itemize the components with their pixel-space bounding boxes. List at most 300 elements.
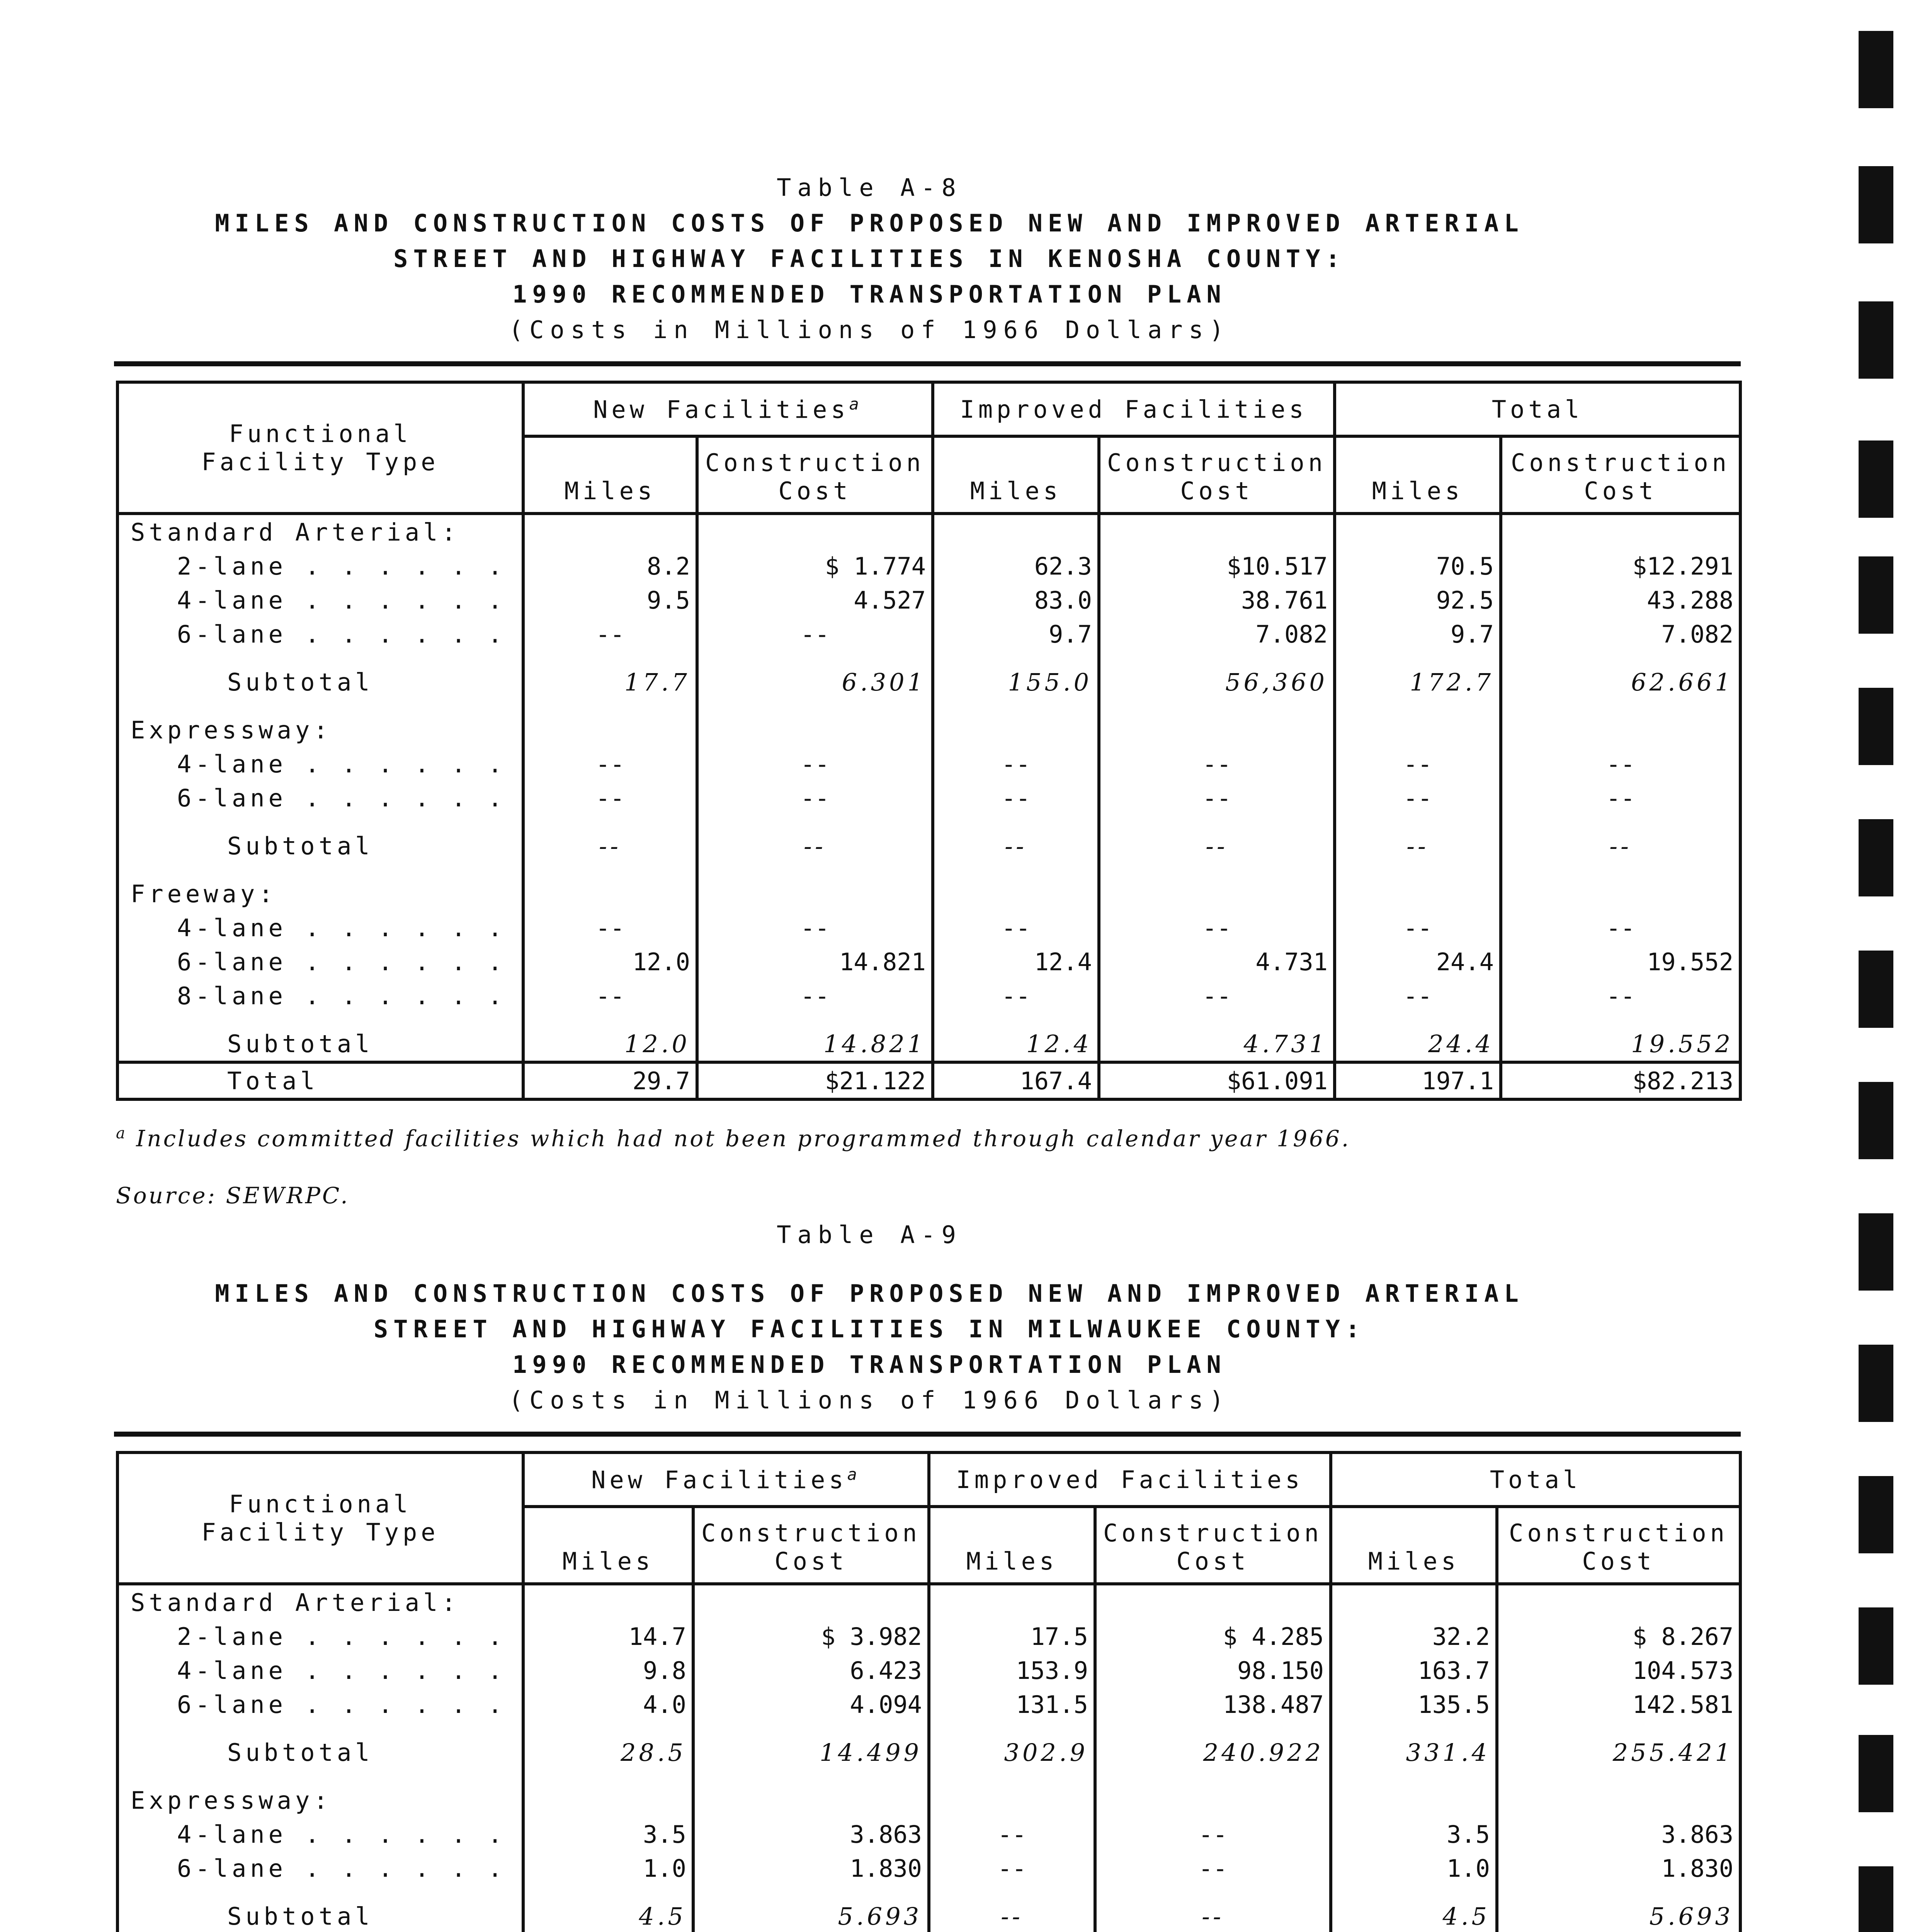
subtotal-improved-cost: -- — [1099, 829, 1335, 863]
table-a8-source: Source: SEWRPC. — [116, 1182, 350, 1209]
cell-total-miles: -- — [1335, 747, 1501, 781]
cell-improved-cost: -- — [1099, 979, 1335, 1013]
empty-cell — [1501, 863, 1740, 877]
cell-new-cost: 1.830 — [693, 1851, 929, 1885]
subtotal-improved-cost: 240.922 — [1095, 1735, 1331, 1769]
empty-cell — [1095, 1721, 1331, 1735]
section-header-row — [117, 514, 1740, 549]
binding-mark — [1859, 819, 1893, 896]
table-a8-footnote — [116, 1124, 1350, 1151]
table-row — [117, 747, 1740, 781]
col-header-new-facilities — [523, 1452, 929, 1507]
subtotal-new-cost: 14.499 — [693, 1735, 929, 1769]
footnote-mark: a — [116, 1124, 127, 1142]
empty-cell — [1501, 514, 1740, 549]
empty-cell — [523, 1769, 693, 1783]
row-label: 6-lane . . . . . . — [117, 945, 523, 979]
empty-cell — [1335, 863, 1501, 877]
empty-cell — [693, 1783, 929, 1817]
caption-gap — [0, 1253, 1739, 1276]
subtotal-new-cost: -- — [697, 829, 933, 863]
empty-cell — [933, 651, 1099, 665]
col-header-new-cost: Construction Cost — [697, 436, 933, 514]
subtotal-label: Subtotal — [117, 829, 523, 863]
empty-cell — [1501, 651, 1740, 665]
empty-cell — [523, 699, 697, 713]
subtotal-improved-miles: 155.0 — [933, 665, 1099, 699]
subtotal-improved-cost: 56,360 — [1099, 665, 1335, 699]
cell-improved-cost: $10.517 — [1099, 549, 1335, 583]
spacer-row — [117, 1885, 1740, 1899]
col-header-total: Total — [1331, 1452, 1740, 1507]
table-a9-title-line-4: (Costs in Millions of 1966 Dollars) — [509, 1386, 1230, 1414]
col-header-total-cost: Construction Cost — [1497, 1507, 1740, 1584]
cell-total-miles: -- — [1335, 911, 1501, 945]
empty-cell — [1331, 1769, 1497, 1783]
binding-mark — [1859, 951, 1893, 1028]
empty-cell — [1335, 713, 1501, 747]
empty-cell — [933, 863, 1099, 877]
total-total-cost: $82.213 — [1501, 1062, 1740, 1099]
col-header-total-cost: Construction Cost — [1501, 436, 1740, 514]
col-header-improved-facilities: Improved Facilities — [929, 1452, 1331, 1507]
empty-cell — [933, 815, 1099, 829]
table-row — [117, 1851, 1740, 1885]
row-label: 2-lane . . . . . . — [117, 1619, 523, 1653]
cell-new-miles: 9.5 — [523, 583, 697, 617]
cell-improved-cost: 138.487 — [1095, 1687, 1331, 1721]
col-header-new-facilities — [523, 382, 933, 436]
table-a8-title-line-1: MILES AND CONSTRUCTION COSTS OF PROPOSED NEW AND IMPROVED ARTERIAL — [215, 209, 1524, 237]
cell-improved-cost: -- — [1099, 911, 1335, 945]
row-label: 4-lane . . . . . . — [117, 911, 523, 945]
subtotal-total-cost: 19.552 — [1501, 1027, 1740, 1062]
subtotal-label: Subtotal — [117, 1027, 523, 1062]
cell-improved-miles: -- — [929, 1817, 1095, 1851]
table-a8-caption — [0, 170, 1739, 348]
cell-improved-cost: -- — [1095, 1817, 1331, 1851]
cell-total-miles: 163.7 — [1331, 1653, 1497, 1687]
subtotal-row — [117, 665, 1740, 699]
subtotal-row — [117, 829, 1740, 863]
table-a9-body — [117, 1584, 1740, 1932]
table-a8-title-line-2: STREET AND HIGHWAY FACILITIES IN KENOSHA COUNTY: — [393, 245, 1345, 273]
spacer-row — [117, 1721, 1740, 1735]
empty-cell — [1497, 1721, 1740, 1735]
cell-new-cost: 3.863 — [693, 1817, 929, 1851]
empty-cell — [1331, 1584, 1497, 1619]
empty-cell — [1095, 1783, 1331, 1817]
cell-new-miles: 1.0 — [523, 1851, 693, 1885]
empty-cell — [1331, 1783, 1497, 1817]
empty-cell — [933, 713, 1099, 747]
cell-improved-miles: -- — [933, 747, 1099, 781]
empty-cell — [1501, 815, 1740, 829]
empty-cell — [523, 713, 697, 747]
subtotal-total-cost: 62.661 — [1501, 665, 1740, 699]
empty-cell — [1331, 1721, 1497, 1735]
cell-total-miles: -- — [1335, 979, 1501, 1013]
binding-mark — [1859, 1213, 1893, 1291]
empty-cell — [1095, 1584, 1331, 1619]
empty-cell — [523, 1013, 697, 1027]
col-header-improved-cost: Construction Cost — [1099, 436, 1335, 514]
cell-new-cost: -- — [697, 617, 933, 651]
cell-total-cost: 3.863 — [1497, 1817, 1740, 1851]
cell-total-miles: 24.4 — [1335, 945, 1501, 979]
section-title: Standard Arterial: — [117, 1584, 523, 1619]
col-header-total: Total — [1335, 382, 1740, 436]
table-a9-label: Table A-9 — [777, 1221, 962, 1249]
subtotal-new-cost: 6.301 — [697, 665, 933, 699]
cell-improved-cost: -- — [1099, 747, 1335, 781]
cell-improved-cost: -- — [1099, 781, 1335, 815]
subtotal-improved-cost: 4.731 — [1099, 1027, 1335, 1062]
empty-cell — [1335, 815, 1501, 829]
cell-total-cost: 1.830 — [1497, 1851, 1740, 1885]
table-a8-body — [117, 514, 1740, 1099]
col-header-functional: Functional Facility Type — [117, 1452, 523, 1584]
empty-cell — [523, 1721, 693, 1735]
subtotal-row — [117, 1735, 1740, 1769]
total-label: Total — [117, 1062, 523, 1099]
subtotal-total-cost: -- — [1501, 829, 1740, 863]
table-a9-title-line-2: STREET AND HIGHWAY FACILITIES IN MILWAUKEE COUNTY: — [373, 1315, 1366, 1343]
empty-cell — [117, 1885, 523, 1899]
empty-cell — [1331, 1885, 1497, 1899]
binding-mark — [1859, 1866, 1893, 1932]
empty-cell — [697, 863, 933, 877]
subtotal-total-miles: 4.5 — [1331, 1899, 1497, 1932]
empty-cell — [1335, 1013, 1501, 1027]
table-row — [117, 979, 1740, 1013]
col-header-functional: Functional Facility Type — [117, 382, 523, 514]
empty-cell — [523, 863, 697, 877]
cell-total-cost: -- — [1501, 781, 1740, 815]
subtotal-row — [117, 1899, 1740, 1932]
spacer-row — [117, 1013, 1740, 1027]
empty-cell — [1335, 877, 1501, 911]
empty-cell — [693, 1721, 929, 1735]
subtotal-improved-miles: -- — [929, 1899, 1095, 1932]
cell-improved-cost: 4.731 — [1099, 945, 1335, 979]
cell-new-cost: -- — [697, 747, 933, 781]
subtotal-new-miles: 4.5 — [523, 1899, 693, 1932]
table-a9-title-line-1: MILES AND CONSTRUCTION COSTS OF PROPOSED NEW AND IMPROVED ARTERIAL — [215, 1279, 1524, 1308]
subtotal-new-cost: 14.821 — [697, 1027, 933, 1062]
total-new-cost: $21.122 — [697, 1062, 933, 1099]
binding-mark — [1859, 1345, 1893, 1422]
empty-cell — [697, 1013, 933, 1027]
col-header-improved-cost: Construction Cost — [1095, 1507, 1331, 1584]
cell-new-miles: -- — [523, 617, 697, 651]
subtotal-label: Subtotal — [117, 665, 523, 699]
cell-improved-miles: 12.4 — [933, 945, 1099, 979]
empty-cell — [929, 1769, 1095, 1783]
cell-total-cost: $ 8.267 — [1497, 1619, 1740, 1653]
binding-mark — [1859, 1476, 1893, 1553]
cell-new-miles: -- — [523, 979, 697, 1013]
col-header-total-miles: Miles — [1331, 1507, 1497, 1584]
cell-total-cost: 104.573 — [1497, 1653, 1740, 1687]
empty-cell — [117, 815, 523, 829]
cell-improved-cost: 98.150 — [1095, 1653, 1331, 1687]
subtotal-total-miles: 24.4 — [1335, 1027, 1501, 1062]
cell-new-miles: -- — [523, 781, 697, 815]
cell-new-miles: 14.7 — [523, 1619, 693, 1653]
empty-cell — [697, 877, 933, 911]
footnote-marker: a — [847, 1465, 861, 1484]
subtotal-improved-cost: -- — [1095, 1899, 1331, 1932]
table-a9 — [116, 1451, 1742, 1932]
empty-cell — [523, 651, 697, 665]
row-label: 6-lane . . . . . . — [117, 617, 523, 651]
row-label: 6-lane . . . . . . — [117, 1851, 523, 1885]
cell-improved-cost: 38.761 — [1099, 583, 1335, 617]
subtotal-new-miles: 12.0 — [523, 1027, 697, 1062]
cell-total-cost: -- — [1501, 979, 1740, 1013]
col-header-improved-miles: Miles — [933, 436, 1099, 514]
cell-new-cost: $ 3.982 — [693, 1619, 929, 1653]
table-row — [117, 1687, 1740, 1721]
cell-new-cost: 14.821 — [697, 945, 933, 979]
footnote-marker: a — [849, 395, 863, 414]
empty-cell — [523, 1783, 693, 1817]
section-header-row — [117, 877, 1740, 911]
empty-cell — [697, 713, 933, 747]
table-row — [117, 1619, 1740, 1653]
empty-cell — [933, 514, 1099, 549]
cell-improved-miles: -- — [933, 911, 1099, 945]
cell-improved-cost: -- — [1095, 1851, 1331, 1885]
section-header-row — [117, 1783, 1740, 1817]
cell-total-miles: 92.5 — [1335, 583, 1501, 617]
cell-total-miles: 1.0 — [1331, 1851, 1497, 1885]
empty-cell — [1099, 713, 1335, 747]
table-a8-title-line-4: (Costs in Millions of 1966 Dollars) — [509, 316, 1230, 344]
table-row — [117, 945, 1740, 979]
cell-new-miles: 12.0 — [523, 945, 697, 979]
binding-mark — [1859, 166, 1893, 243]
col-header-new-cost: Construction Cost — [693, 1507, 929, 1584]
cell-new-miles: 9.8 — [523, 1653, 693, 1687]
table-row — [117, 1653, 1740, 1687]
table-row — [117, 781, 1740, 815]
table-a8-top-rule — [114, 361, 1741, 366]
cell-total-cost: 142.581 — [1497, 1687, 1740, 1721]
empty-cell — [929, 1885, 1095, 1899]
empty-cell — [697, 651, 933, 665]
new-facilities-label: New Facilities — [591, 1466, 847, 1494]
cell-new-cost: 6.423 — [693, 1653, 929, 1687]
subtotal-total-miles: 331.4 — [1331, 1735, 1497, 1769]
binding-mark — [1859, 1082, 1893, 1159]
subtotal-new-miles: 17.7 — [523, 665, 697, 699]
binding-mark — [1859, 688, 1893, 765]
empty-cell — [693, 1769, 929, 1783]
empty-cell — [1501, 699, 1740, 713]
cell-total-cost: 19.552 — [1501, 945, 1740, 979]
empty-cell — [1099, 877, 1335, 911]
subtotal-row — [117, 1027, 1740, 1062]
table-row — [117, 617, 1740, 651]
cell-new-cost: -- — [697, 781, 933, 815]
total-total-miles: 197.1 — [1335, 1062, 1501, 1099]
empty-cell — [1099, 815, 1335, 829]
total-new-miles: 29.7 — [523, 1062, 697, 1099]
empty-cell — [523, 815, 697, 829]
subtotal-total-miles: -- — [1335, 829, 1501, 863]
total-improved-miles: 167.4 — [933, 1062, 1099, 1099]
empty-cell — [1497, 1769, 1740, 1783]
cell-improved-cost: 7.082 — [1099, 617, 1335, 651]
row-label: 4-lane . . . . . . — [117, 747, 523, 781]
section-title: Expressway: — [117, 713, 523, 747]
cell-new-miles: -- — [523, 911, 697, 945]
empty-cell — [933, 1013, 1099, 1027]
spacer-row — [117, 863, 1740, 877]
empty-cell — [117, 699, 523, 713]
cell-improved-miles: -- — [933, 781, 1099, 815]
cell-new-miles: 4.0 — [523, 1687, 693, 1721]
subtotal-total-miles: 172.7 — [1335, 665, 1501, 699]
cell-total-miles: 135.5 — [1331, 1687, 1497, 1721]
subtotal-total-cost: 255.421 — [1497, 1735, 1740, 1769]
section-title: Expressway: — [117, 1783, 523, 1817]
empty-cell — [117, 1721, 523, 1735]
empty-cell — [1099, 514, 1335, 549]
row-label: 4-lane . . . . . . — [117, 583, 523, 617]
empty-cell — [1335, 514, 1501, 549]
col-header-new-miles: Miles — [523, 436, 697, 514]
cell-improved-cost: $ 4.285 — [1095, 1619, 1331, 1653]
subtotal-label: Subtotal — [117, 1735, 523, 1769]
empty-cell — [1335, 699, 1501, 713]
cell-total-miles: 70.5 — [1335, 549, 1501, 583]
cell-improved-miles: -- — [933, 979, 1099, 1013]
table-a9-top-rule — [114, 1432, 1741, 1437]
empty-cell — [693, 1885, 929, 1899]
binding-mark — [1859, 1607, 1893, 1685]
new-facilities-label: New Facilities — [593, 395, 849, 424]
table-a9-title-line-3: 1990 RECOMMENDED TRANSPORTATION PLAN — [512, 1350, 1226, 1379]
subtotal-new-miles: -- — [523, 829, 697, 863]
col-header-new-miles: Miles — [523, 1507, 693, 1584]
cell-new-cost: 4.094 — [693, 1687, 929, 1721]
empty-cell — [523, 1584, 693, 1619]
empty-cell — [693, 1584, 929, 1619]
table-row — [117, 583, 1740, 617]
cell-improved-miles: 17.5 — [929, 1619, 1095, 1653]
cell-new-cost: 4.527 — [697, 583, 933, 617]
spacer-row — [117, 651, 1740, 665]
empty-cell — [523, 514, 697, 549]
empty-cell — [1099, 863, 1335, 877]
table-row — [117, 549, 1740, 583]
table-a9-caption — [0, 1217, 1739, 1418]
empty-cell — [929, 1721, 1095, 1735]
cell-improved-miles: -- — [929, 1851, 1095, 1885]
empty-cell — [1095, 1769, 1331, 1783]
footnote-text: Includes committed facilities which had not been programmed through calendar year 1966. — [136, 1125, 1351, 1152]
table-a8-title-line-3: 1990 RECOMMENDED TRANSPORTATION PLAN — [512, 280, 1226, 308]
empty-cell — [697, 514, 933, 549]
cell-total-miles: 3.5 — [1331, 1817, 1497, 1851]
cell-new-cost: -- — [697, 911, 933, 945]
section-title: Standard Arterial: — [117, 514, 523, 549]
empty-cell — [929, 1584, 1095, 1619]
subtotal-improved-miles: 302.9 — [929, 1735, 1095, 1769]
total-row — [117, 1062, 1740, 1099]
empty-cell — [1099, 699, 1335, 713]
cell-new-miles: 3.5 — [523, 1817, 693, 1851]
empty-cell — [1497, 1584, 1740, 1619]
row-label: 6-lane . . . . . . — [117, 1687, 523, 1721]
row-label: 4-lane . . . . . . — [117, 1653, 523, 1687]
cell-total-miles: 32.2 — [1331, 1619, 1497, 1653]
cell-improved-miles: 9.7 — [933, 617, 1099, 651]
table-row — [117, 1817, 1740, 1851]
empty-cell — [929, 1783, 1095, 1817]
cell-total-cost: 7.082 — [1501, 617, 1740, 651]
empty-cell — [933, 699, 1099, 713]
subtotal-total-cost: 5.693 — [1497, 1899, 1740, 1932]
spacer-row — [117, 815, 1740, 829]
cell-improved-miles: 131.5 — [929, 1687, 1095, 1721]
subtotal-new-miles: 28.5 — [523, 1735, 693, 1769]
row-label: 2-lane . . . . . . — [117, 549, 523, 583]
col-header-improved-facilities: Improved Facilities — [933, 382, 1335, 436]
cell-new-cost: $ 1.774 — [697, 549, 933, 583]
row-label: 6-lane . . . . . . — [117, 781, 523, 815]
binding-mark — [1859, 301, 1893, 379]
cell-total-cost: -- — [1501, 911, 1740, 945]
binding-mark — [1859, 556, 1893, 634]
table-a8 — [116, 381, 1742, 1101]
cell-total-cost: 43.288 — [1501, 583, 1740, 617]
empty-cell — [1497, 1783, 1740, 1817]
table-row — [117, 911, 1740, 945]
empty-cell — [933, 877, 1099, 911]
cell-total-miles: 9.7 — [1335, 617, 1501, 651]
col-header-improved-miles: Miles — [929, 1507, 1095, 1584]
cell-improved-miles: 153.9 — [929, 1653, 1095, 1687]
empty-cell — [697, 815, 933, 829]
empty-cell — [117, 863, 523, 877]
subtotal-improved-miles: -- — [933, 829, 1099, 863]
binding-mark — [1859, 1735, 1893, 1812]
empty-cell — [117, 1769, 523, 1783]
cell-total-cost: -- — [1501, 747, 1740, 781]
binding-mark — [1859, 31, 1893, 108]
row-label: 8-lane . . . . . . — [117, 979, 523, 1013]
cell-improved-miles: 62.3 — [933, 549, 1099, 583]
table-a8-label: Table A-8 — [777, 173, 962, 202]
empty-cell — [1099, 651, 1335, 665]
subtotal-label: Subtotal — [117, 1899, 523, 1932]
row-label: 4-lane . . . . . . — [117, 1817, 523, 1851]
empty-cell — [523, 1885, 693, 1899]
empty-cell — [1497, 1885, 1740, 1899]
section-title: Freeway: — [117, 877, 523, 911]
section-header-row — [117, 1584, 1740, 1619]
cell-improved-miles: 83.0 — [933, 583, 1099, 617]
empty-cell — [1095, 1885, 1331, 1899]
subtotal-improved-miles: 12.4 — [933, 1027, 1099, 1062]
col-header-total-miles: Miles — [1335, 436, 1501, 514]
empty-cell — [117, 1013, 523, 1027]
empty-cell — [1335, 651, 1501, 665]
